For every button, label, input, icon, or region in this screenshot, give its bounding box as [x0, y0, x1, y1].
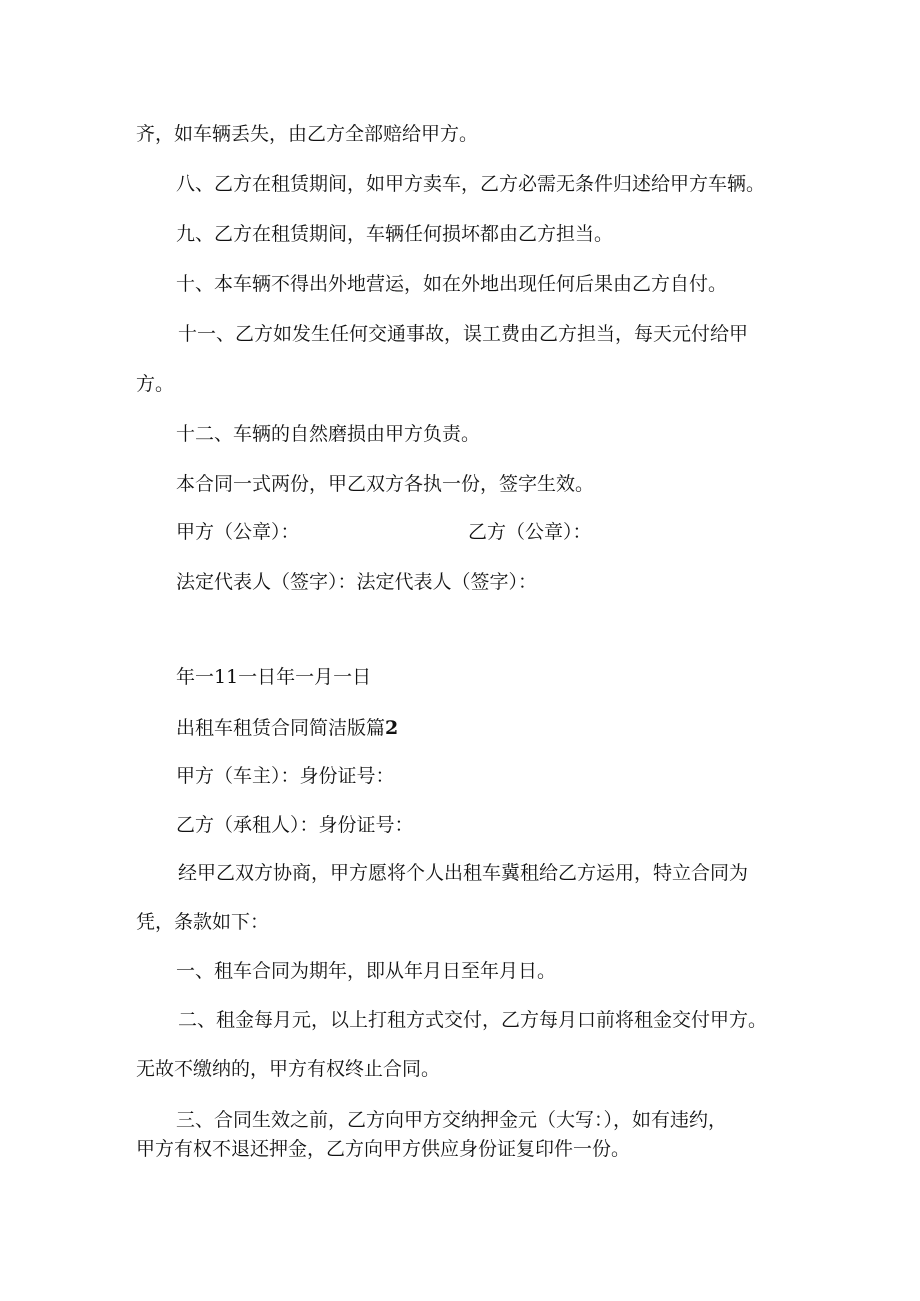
party-a-seal-label: 甲方（公章）： — [176, 521, 300, 543]
clause-9: 九、乙方在租赁期间，车辆任何损坏都由乙方担当。 — [176, 223, 614, 245]
clause-11-line-2: 方。 — [136, 373, 175, 395]
term-clause-3-line-1: 三、合同生效之前，乙方向甲方交纳押金元（大写：），如有违约， — [176, 1109, 728, 1131]
term-clause-1: 一、租车合同为期年，即从年月日至年月日。 — [176, 960, 557, 982]
term-clause-3-line-2: 甲方有权不退还押金，乙方向甲方供应身份证复印件一份。 — [136, 1138, 631, 1160]
clause-12: 十二、车辆的自然磨损由甲方负责。 — [176, 423, 481, 445]
intro-line-1: 经甲乙双方协商，甲方愿将个人出租车冀租给乙方运用，特立合同为 — [178, 862, 749, 884]
legal-representatives-line: 法定代表人（签字）：法定代表人（签字）： — [176, 571, 538, 593]
clause-11-line-1: 十一、乙方如发生任何交通事故，误工费由乙方担当，每天元付给甲 — [178, 323, 749, 345]
party-b-seal-label: 乙方（公章）： — [468, 521, 592, 543]
paragraph-7-continuation: 齐，如车辆丢失，由乙方全部赔给甲方。 — [136, 123, 479, 145]
clause-10: 十、本车辆不得出外地营运，如在外地出现任何后果由乙方自付。 — [176, 273, 728, 295]
copies-statement: 本合同一式两份，甲乙双方各执一份，签字生效。 — [176, 473, 595, 495]
party-b-renter-line: 乙方（承租人）：身份证号： — [176, 814, 414, 836]
party-a-owner-line: 甲方（车主）：身份证号： — [176, 765, 395, 787]
term-clause-2-line-1: 二、租金每月元，以上打租方式交付，乙方每月口前将租金交付甲方。 — [178, 1009, 768, 1031]
intro-line-2: 凭，条款如下： — [136, 911, 270, 933]
section-2-title-text: 出租车租赁合同简洁版篇 — [176, 717, 386, 739]
clause-8: 八、乙方在租赁期间，如甲方卖车，乙方必需无条件归述给甲方车辆。 — [176, 173, 766, 195]
term-clause-2-line-2: 无故不缴纳的，甲方有权终止合同。 — [136, 1058, 441, 1080]
date-line: 年一11一日年一月一日 — [176, 666, 372, 688]
section-2-title-number: 2 — [385, 717, 399, 739]
section-2-title — [176, 716, 398, 740]
